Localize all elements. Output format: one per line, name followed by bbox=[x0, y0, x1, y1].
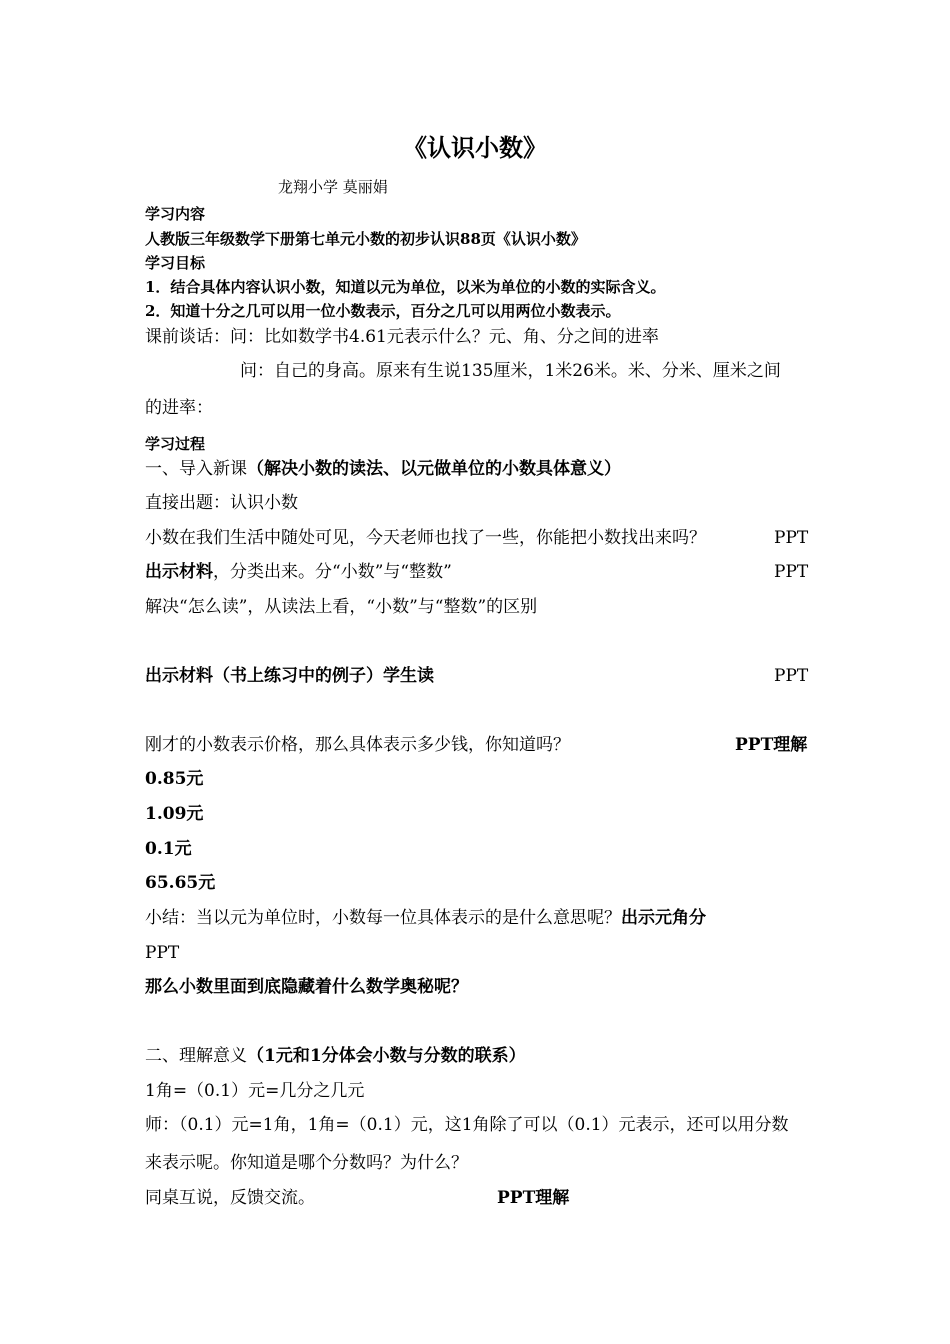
summary-bold: 出示元角分 bbox=[621, 908, 706, 928]
show-rest: ，分类出来。分“小数”与“整数” bbox=[213, 562, 452, 582]
section-1-subtitle: （解决小数的读法、以元做单位的小数具体意义） bbox=[247, 459, 621, 479]
desk-line: 同桌互说，反馈交流。 bbox=[145, 1188, 315, 1208]
show-label: 出示材料 bbox=[145, 562, 213, 582]
show-ppt: PPT bbox=[774, 562, 809, 582]
summary-line bbox=[145, 907, 706, 929]
show2-line: 出示材料（书上练习中的例子）学生读 bbox=[145, 666, 434, 686]
talk-line-3: 的进率： bbox=[145, 398, 213, 418]
desk-ppt: PPT理解 bbox=[497, 1188, 570, 1208]
teacher-line-2: 来表示呢。你知道是哪个分数吗？为什么？ bbox=[145, 1153, 468, 1173]
find-line: 小数在我们生活中随处可见，今天老师也找了一些，你能把小数找出来吗？ bbox=[145, 528, 706, 548]
teacher-line-1: 师：（0.1）元=1角，1角=（0.1）元，这1角除了可以（0.1）元表示，还可以用分数 bbox=[145, 1115, 789, 1135]
show-line bbox=[145, 561, 452, 583]
author-line: 龙翔小学 莫丽娟 bbox=[278, 178, 388, 196]
document-title: 《认识小数》 bbox=[403, 133, 547, 162]
value-4: 65.65元 bbox=[145, 873, 216, 893]
talk-line-2: 问：自己的身高。原来有生说135厘米，1米26米。米、分米、厘米之间 bbox=[240, 361, 781, 381]
price-ppt: PPT理解 bbox=[735, 735, 808, 755]
jiao-line: 1角=（0.1）元=几分之几元 bbox=[145, 1081, 365, 1101]
direct-line: 直接出题：认识小数 bbox=[145, 493, 298, 513]
heading-goal: 学习目标 bbox=[145, 254, 206, 272]
section-2-subtitle: （1元和1分体会小数与分数的联系） bbox=[247, 1046, 526, 1066]
summary-text: 小结：当以元为单位时，小数每一位具体表示的是什么意思呢？ bbox=[145, 908, 621, 928]
show2-ppt: PPT bbox=[774, 666, 809, 686]
value-3: 0.1元 bbox=[145, 839, 192, 859]
value-2: 1.09元 bbox=[145, 804, 204, 824]
find-ppt: PPT bbox=[774, 528, 809, 548]
goal-2: 2．知道十分之几可以用一位小数表示，百分之几可以用两位小数表示。 bbox=[145, 302, 621, 320]
section-1-title: 一、导入新课 bbox=[145, 459, 247, 479]
goal-1: 1．结合具体内容认识小数，知道以元为单位，以米为单位的小数的实际含义。 bbox=[145, 278, 666, 296]
heading-content: 学习内容 bbox=[145, 205, 206, 223]
section-2-title: 二、理解意义 bbox=[145, 1046, 247, 1066]
value-1: 0.85元 bbox=[145, 769, 204, 789]
secret-line: 那么小数里面到底隐藏着什么数学奥秘呢？ bbox=[145, 977, 468, 997]
content-line: 人教版三年级数学下册第七单元小数的初步认识88页《认识小数》 bbox=[145, 230, 586, 248]
heading-process: 学习过程 bbox=[145, 435, 206, 453]
price-line: 刚才的小数表示价格，那么具体表示多少钱，你知道吗？ bbox=[145, 735, 570, 755]
read-line: 解决“怎么读”，从读法上看，“小数”与“整数”的区别 bbox=[145, 597, 538, 617]
section-2-heading bbox=[145, 1045, 526, 1067]
section-1-heading bbox=[145, 458, 621, 480]
talk-line-1: 课前谈话：问：比如数学书4.61元表示什么？元、角、分之间的进率 bbox=[145, 327, 659, 347]
summary-ppt: PPT bbox=[145, 943, 180, 963]
